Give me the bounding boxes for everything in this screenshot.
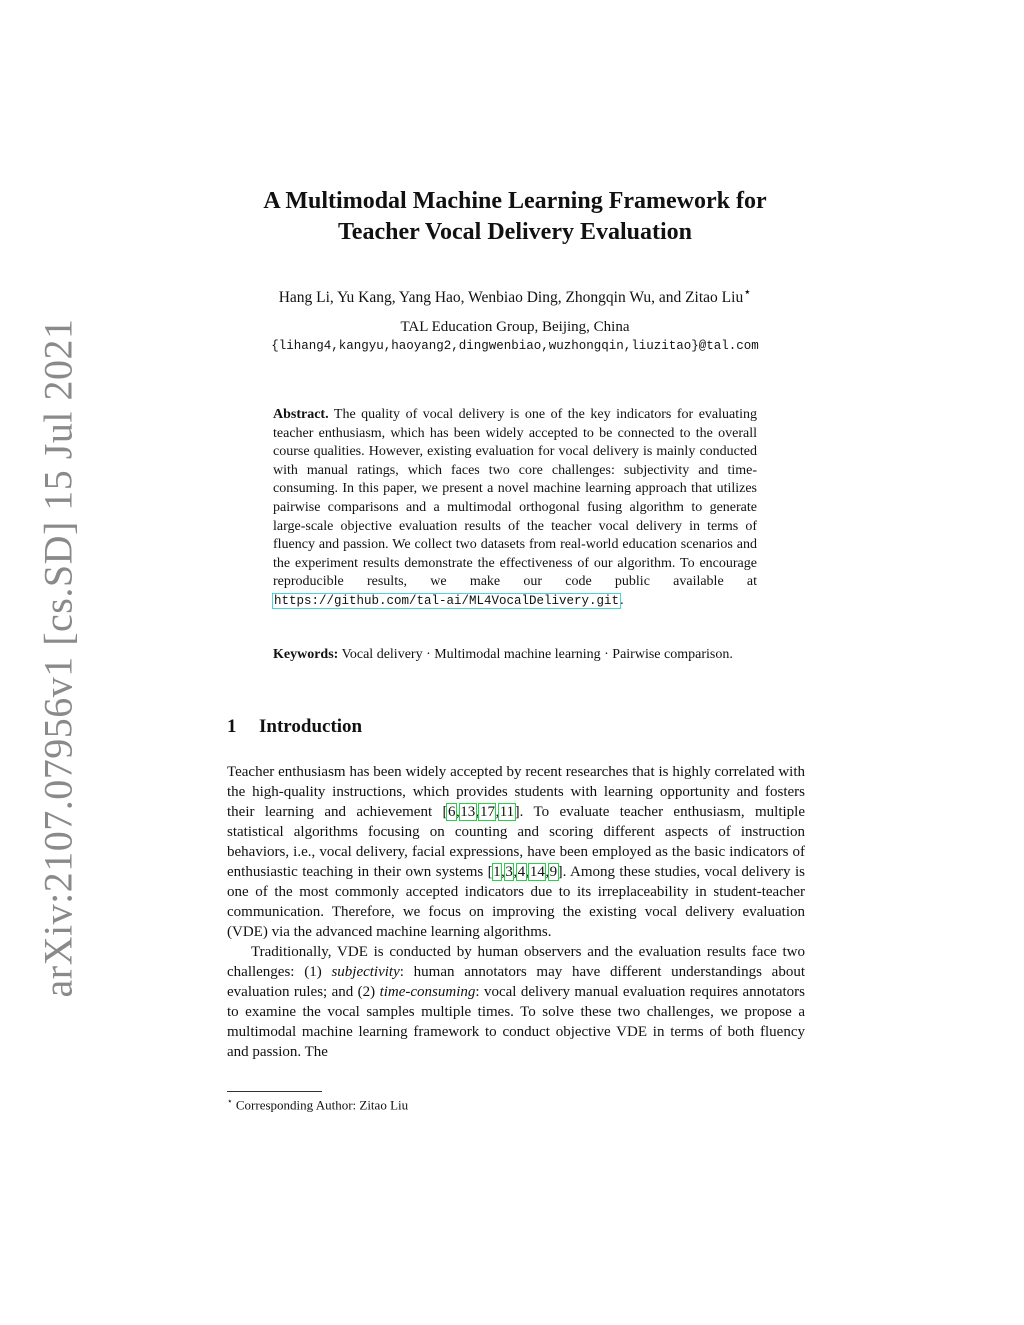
author-names: Hang Li, Yu Kang, Yang Hao, Wenbiao Ding, Zhongqin Wu, and Zitao Liu: [278, 289, 744, 307]
footnote-divider: [227, 1091, 322, 1092]
paper-title: [200, 186, 830, 248]
paragraph-text: Teacher enthusiasm has been widely accepted by recent researches that is highly correlated with the high-quality instructions, which provides students with learning opportunity and fosters their learning and achievement [: [227, 764, 805, 820]
footnote-mark: ⋆: [227, 1096, 233, 1106]
abstract: [273, 406, 757, 611]
arxiv-identifier-stamp: [28, 318, 88, 997]
abstract-text: The quality of vocal delivery is one of the key indicators for evaluating teacher enthusiasm, which has been widely accepted to be connected to the overall course qualities. However, existing evaluation for vocal delivery is mainly conducted with manual ratings, which faces two core challenges: subjectivity and time-consuming. In this paper, we present a novel machine learning approach that utilizes pairwise comparisons and a multimodal orthogonal fusing algorithm to generate large-scale objective evaluation results of the teacher vocal delivery in terms of fluency and passion. We collect two datasets from real-world education scenarios and the experiment results demonstrate the effectiveness of our algorithm. To encourage reproducible results, we make our code public available at: [273, 407, 758, 590]
section-title: Introduction: [259, 716, 363, 737]
paper-title-line-2: Teacher Vocal Delivery Evaluation: [338, 219, 692, 245]
introduction-body: [227, 762, 805, 1062]
introduction-paragraph-1: Teacher enthusiasm has been widely accepted by recent researches that is highly correlated with the high-quality instructions, which provides students with learning opportunity and fosters their learning and achievement [6,13,17,11]. To evaluate teacher enthusiasm, multiple statistical algorithms focusing on counting and scoring different aspects of instruction behaviors, i.e., vocal delivery, facial expressions, have been employed as the basic indicators of enthusiastic teaching in their own systems [1,3,4,14,9]. Among these studies, vocal delivery is one of the most commonly accepted indicators due to its irreplaceability in student-teacher communication. Therefore, we focus on improving the existing vocal delivery evaluation (VDE) via the advanced machine learning algorithms.: [227, 764, 805, 940]
citation-link[interactable]: 1: [493, 864, 501, 880]
citation-link[interactable]: 3: [505, 864, 513, 880]
paragraph-text: ]. To evaluate teacher enthusiasm, multiple statistical algorithms focusing on counting and scoring different aspects of instruction behaviors, i.e., vocal delivery, facial expressions, have been employed as the basic indicators of enthusiastic teaching in their own systems [: [227, 804, 805, 880]
citation-link[interactable]: 13: [460, 804, 476, 820]
code-repository-link[interactable]: https://github.com/tal-ai/ML4VocalDelivery.git: [274, 593, 620, 608]
citation-link[interactable]: 14: [529, 864, 545, 880]
citation-link[interactable]: 17: [479, 804, 495, 820]
author-emails: {lihang4,kangyu,haoyang2,dingwenbiao,wuzhongqin,liuzitao}@tal.com: [271, 339, 759, 353]
citation-link[interactable]: 11: [499, 804, 515, 820]
author-list: [160, 284, 870, 307]
citation-link[interactable]: 6: [447, 804, 456, 820]
section-number: 1: [227, 716, 237, 737]
emphasis-term: time-consuming: [379, 984, 476, 1000]
corresponding-author-mark: ⋆: [743, 284, 752, 299]
introduction-paragraph-2: [227, 942, 805, 1062]
footnote-text: Corresponding Author: Zitao Liu: [235, 1097, 409, 1113]
keywords-text: Vocal delivery · Multimodal machine learning · Pairwise comparison.: [341, 647, 733, 662]
abstract-label: Abstract.: [273, 407, 329, 422]
emphasis-term: subjectivity: [331, 964, 400, 980]
paper-title-line-1: A Multimodal Machine Learning Framework for: [263, 188, 767, 214]
paragraph-text: Traditionally, VDE is conducted by human observers and the evaluation results face two challenges: (1): [227, 944, 805, 980]
paragraph-text: : vocal delivery manual evaluation requires annotators to examine the vocal samples multiple times. To solve these two challenges, we propose a multimodal machine learning framework to conduct objective VDE in terms of both fluency and passion. The: [227, 984, 806, 1060]
paragraph-text: : human annotators may have different understandings about evaluation rules; and (2): [227, 964, 805, 1000]
citation-link[interactable]: 9: [549, 864, 558, 880]
keywords: [273, 646, 757, 665]
abstract-end: .: [620, 592, 624, 608]
keywords-label: Keywords:: [273, 647, 339, 662]
citation-link[interactable]: 4: [517, 864, 526, 880]
section-heading: [227, 716, 362, 738]
arxiv-identifier-text: arXiv:2107.07956v1 [cs.SD] 15 Jul 2021: [35, 318, 81, 997]
footnote: [227, 1096, 408, 1113]
affiliation: TAL Education Group, Beijing, China: [400, 319, 630, 335]
paragraph-text: ]. Among these studies, vocal delivery is one of the most commonly accepted indicators due to its irreplaceability in student-teacher communication. Therefore, we focus on improving the existing vocal delivery evaluation (VDE) via the advanced machine learning algorithms.: [227, 864, 805, 940]
